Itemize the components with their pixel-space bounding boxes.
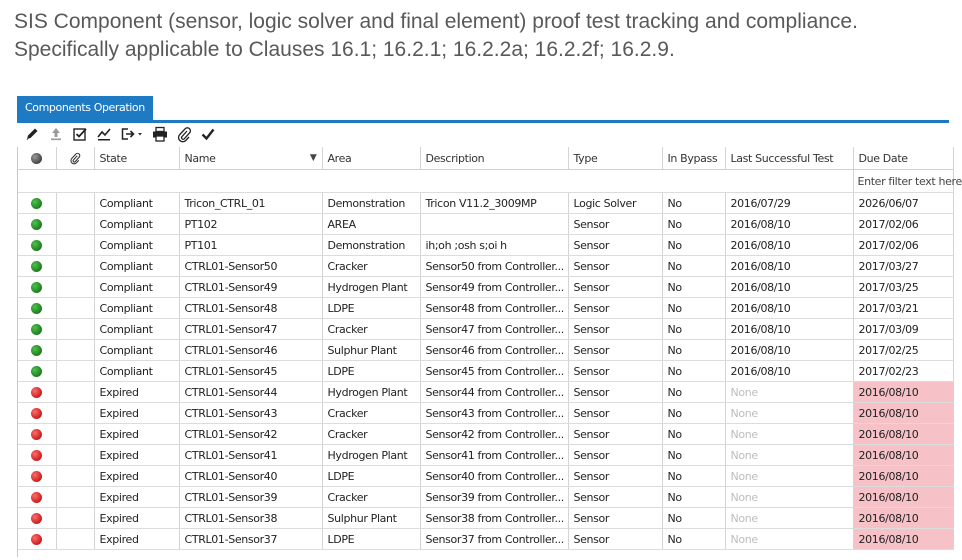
description-cell: Sensor46 from Controller... (420, 340, 568, 361)
description-cell (420, 214, 568, 235)
upload-button[interactable] (47, 125, 65, 143)
attachment-cell (56, 424, 94, 445)
bypass-cell: No (662, 193, 725, 214)
table-row[interactable] (18, 361, 953, 382)
components-table (18, 147, 962, 550)
tab-strip (17, 96, 949, 123)
state-cell: Expired (94, 508, 179, 529)
table-row[interactable] (18, 466, 953, 487)
status-green-icon (31, 198, 42, 209)
type-cell: Sensor (568, 424, 662, 445)
state-cell: Compliant (94, 361, 179, 382)
area-cell: Hydrogen Plant (322, 277, 420, 298)
description-cell: Sensor47 from Controller... (420, 319, 568, 340)
name-cell: CTRL01-Sensor47 (179, 319, 322, 340)
table-row[interactable] (18, 508, 953, 529)
export-arrow-icon (120, 126, 144, 142)
state-cell: Expired (94, 403, 179, 424)
state-cell: Expired (94, 529, 179, 550)
status-cell (18, 445, 56, 466)
name-cell: CTRL01-Sensor42 (179, 424, 322, 445)
last-test-cell: None (725, 445, 853, 466)
attachment-cell (56, 403, 94, 424)
due-date-cell: 2016/08/10 (853, 445, 953, 466)
attach-button[interactable] (175, 125, 193, 143)
area-cell: Hydrogen Plant (322, 382, 420, 403)
type-cell: Logic Solver (568, 193, 662, 214)
last-test-cell: 2016/07/29 (725, 193, 853, 214)
table-row[interactable] (18, 319, 953, 340)
area-cell: Cracker (322, 424, 420, 445)
description-cell: Sensor50 from Controller... (420, 256, 568, 277)
due-date-cell: 2016/08/10 (853, 529, 953, 550)
status-cell (18, 508, 56, 529)
area-cell: Cracker (322, 487, 420, 508)
status-cell (18, 256, 56, 277)
last-test-cell: None (725, 403, 853, 424)
type-cell: Sensor (568, 508, 662, 529)
checklist-button[interactable] (71, 125, 89, 143)
area-cell: LDPE (322, 361, 420, 382)
last-test-cell: 2016/08/10 (725, 361, 853, 382)
column-header-name[interactable] (179, 147, 322, 170)
last-test-cell: None (725, 487, 853, 508)
attachment-cell (56, 319, 94, 340)
status-red-icon (31, 471, 42, 482)
bypass-cell: No (662, 361, 725, 382)
status-cell (18, 466, 56, 487)
status-cell (18, 319, 56, 340)
status-cell (18, 340, 56, 361)
attachment-cell (56, 382, 94, 403)
table-row[interactable] (18, 487, 953, 508)
column-header-name-label: Name (184, 151, 216, 165)
table-row[interactable] (18, 445, 953, 466)
state-cell: Compliant (94, 277, 179, 298)
description-cell: Sensor44 from Controller... (420, 382, 568, 403)
description-cell: Sensor37 from Controller... (420, 529, 568, 550)
table-row[interactable] (18, 340, 953, 361)
name-cell: CTRL01-Sensor38 (179, 508, 322, 529)
attachment-cell (56, 361, 94, 382)
bypass-cell: No (662, 214, 725, 235)
status-cell (18, 298, 56, 319)
table-row[interactable] (18, 193, 953, 214)
last-test-cell: 2016/08/10 (725, 340, 853, 361)
name-cell: PT102 (179, 214, 322, 235)
bypass-cell: No (662, 235, 725, 256)
checkbox-icon (72, 126, 88, 142)
description-cell: Sensor39 from Controller... (420, 487, 568, 508)
trend-button[interactable] (95, 125, 113, 143)
paperclip-icon (69, 151, 81, 165)
type-cell: Sensor (568, 319, 662, 340)
area-cell: LDPE (322, 298, 420, 319)
state-cell: Compliant (94, 256, 179, 277)
due-date-cell: 2017/02/25 (853, 340, 953, 361)
column-header-type[interactable]: Type (568, 147, 662, 170)
status-cell (18, 487, 56, 508)
tab-components-operation[interactable]: Components Operation (17, 96, 153, 120)
bypass-cell: No (662, 529, 725, 550)
name-cell: Tricon_CTRL_01 (179, 193, 322, 214)
status-cell (18, 403, 56, 424)
state-cell: Compliant (94, 235, 179, 256)
status-red-icon (31, 492, 42, 503)
status-green-icon (31, 324, 42, 335)
type-cell: Sensor (568, 361, 662, 382)
name-cell: CTRL01-Sensor43 (179, 403, 322, 424)
last-test-cell: None (725, 382, 853, 403)
due-date-cell: 2016/08/10 (853, 382, 953, 403)
column-header-state[interactable]: State (94, 147, 179, 170)
filter-spacer (18, 170, 853, 193)
description-cell: Sensor38 from Controller... (420, 508, 568, 529)
area-cell: Hydrogen Plant (322, 445, 420, 466)
name-cell: CTRL01-Sensor39 (179, 487, 322, 508)
table-row[interactable] (18, 235, 953, 256)
print-button[interactable] (151, 125, 169, 143)
name-cell: CTRL01-Sensor45 (179, 361, 322, 382)
state-cell: Expired (94, 466, 179, 487)
bypass-cell: No (662, 424, 725, 445)
last-test-cell: 2016/08/10 (725, 256, 853, 277)
attachment-column-header[interactable] (56, 147, 94, 170)
table-row[interactable] (18, 403, 953, 424)
attachment-cell (56, 193, 94, 214)
status-red-icon (31, 534, 42, 545)
type-cell: Sensor (568, 529, 662, 550)
area-cell: LDPE (322, 529, 420, 550)
status-green-icon (31, 240, 42, 251)
area-cell: Sulphur Plant (322, 340, 420, 361)
due-date-cell: 2017/02/23 (853, 361, 953, 382)
state-cell: Expired (94, 487, 179, 508)
status-cell (18, 529, 56, 550)
status-green-icon (31, 345, 42, 356)
table-row[interactable] (18, 529, 953, 550)
table-row[interactable] (18, 277, 953, 298)
last-test-cell: None (725, 529, 853, 550)
last-test-cell: 2016/08/10 (725, 214, 853, 235)
due-date-cell: 2016/08/10 (853, 487, 953, 508)
page-heading: SIS Component (sensor, logic solver and final element) proof test tracking and compliance. Specifically applicable to Clauses 16.1; 16.2.1; 16.2.2a; 16.2.2f; 16.2.9. (14, 10, 858, 61)
name-cell: CTRL01-Sensor41 (179, 445, 322, 466)
last-test-cell: 2016/08/10 (725, 277, 853, 298)
name-cell: CTRL01-Sensor37 (179, 529, 322, 550)
table-row[interactable] (18, 214, 953, 235)
column-header-due-date[interactable]: Due Date (853, 147, 953, 170)
description-cell: Sensor49 from Controller... (420, 277, 568, 298)
attachment-cell (56, 529, 94, 550)
name-cell: CTRL01-Sensor46 (179, 340, 322, 361)
column-header-description[interactable]: Description (420, 147, 568, 170)
status-cell (18, 382, 56, 403)
status-green-icon (31, 282, 42, 293)
column-header-in-bypass[interactable]: In Bypass (662, 147, 725, 170)
last-test-cell: 2016/08/10 (725, 235, 853, 256)
status-cell (18, 277, 56, 298)
checkmark-icon (200, 126, 216, 142)
status-red-icon (31, 513, 42, 524)
type-cell: Sensor (568, 235, 662, 256)
last-test-cell: 2016/08/10 (725, 319, 853, 340)
type-cell: Sensor (568, 277, 662, 298)
status-column-header[interactable] (18, 147, 56, 170)
area-cell: Demonstration (322, 235, 420, 256)
state-cell: Expired (94, 382, 179, 403)
table-row[interactable] (18, 256, 953, 277)
attachment-cell (56, 466, 94, 487)
description-cell: Sensor45 from Controller... (420, 361, 568, 382)
status-cell (18, 361, 56, 382)
description-cell: Sensor41 from Controller... (420, 445, 568, 466)
attachment-cell (56, 340, 94, 361)
attachment-cell (56, 487, 94, 508)
last-test-cell: None (725, 424, 853, 445)
due-date-cell: 2016/08/10 (853, 424, 953, 445)
column-header-last-successful-test[interactable]: Last Successful Test (725, 147, 853, 170)
due-date-cell: 2016/08/10 (853, 466, 953, 487)
area-cell: Cracker (322, 403, 420, 424)
due-date-cell: 2017/02/06 (853, 214, 953, 235)
description-cell: Sensor43 from Controller... (420, 403, 568, 424)
due-date-cell: 2017/03/09 (853, 319, 953, 340)
type-cell: Sensor (568, 382, 662, 403)
due-date-filter-input[interactable]: Enter filter text here (853, 170, 953, 193)
state-cell: Expired (94, 445, 179, 466)
components-grid (17, 147, 962, 557)
bypass-cell: No (662, 403, 725, 424)
area-cell: LDPE (322, 466, 420, 487)
last-test-cell: 2016/08/10 (725, 298, 853, 319)
area-cell: Sulphur Plant (322, 508, 420, 529)
state-cell: Compliant (94, 193, 179, 214)
area-cell: Cracker (322, 256, 420, 277)
area-cell: Demonstration (322, 193, 420, 214)
description-cell: ih;oh ;osh s;oi h (420, 235, 568, 256)
edit-button[interactable] (23, 125, 41, 143)
type-cell: Sensor (568, 298, 662, 319)
status-cell (18, 193, 56, 214)
column-header-area[interactable]: Area (322, 147, 420, 170)
due-date-cell: 2016/08/10 (853, 508, 953, 529)
status-red-icon (31, 408, 42, 419)
state-cell: Compliant (94, 319, 179, 340)
due-date-cell: 2017/03/27 (853, 256, 953, 277)
due-date-cell: 2016/08/10 (853, 403, 953, 424)
approve-button[interactable] (199, 125, 217, 143)
area-cell: AREA (322, 214, 420, 235)
state-cell: Compliant (94, 340, 179, 361)
bypass-cell: No (662, 487, 725, 508)
toolbar (17, 123, 949, 145)
bypass-cell: No (662, 508, 725, 529)
description-cell: Sensor40 from Controller... (420, 466, 568, 487)
attachment-cell (56, 445, 94, 466)
table-row[interactable] (18, 298, 953, 319)
attachment-cell (56, 508, 94, 529)
pencil-icon (24, 126, 40, 142)
type-cell: Sensor (568, 466, 662, 487)
description-cell: Sensor48 from Controller... (420, 298, 568, 319)
status-indicator-icon (31, 153, 42, 164)
filter-row (18, 170, 953, 193)
name-cell: CTRL01-Sensor49 (179, 277, 322, 298)
attachment-cell (56, 277, 94, 298)
last-test-cell: None (725, 508, 853, 529)
status-green-icon (31, 261, 42, 272)
bypass-cell: No (662, 319, 725, 340)
status-cell (18, 235, 56, 256)
state-cell: Expired (94, 424, 179, 445)
status-green-icon (31, 219, 42, 230)
due-date-cell: 2017/02/06 (853, 235, 953, 256)
area-cell: Cracker (322, 319, 420, 340)
name-cell: CTRL01-Sensor44 (179, 382, 322, 403)
status-green-icon (31, 303, 42, 314)
export-button[interactable] (119, 125, 145, 143)
type-cell: Sensor (568, 340, 662, 361)
bypass-cell: No (662, 298, 725, 319)
status-red-icon (31, 387, 42, 398)
name-cell: CTRL01-Sensor50 (179, 256, 322, 277)
description-cell: Sensor42 from Controller... (420, 424, 568, 445)
name-cell: CTRL01-Sensor40 (179, 466, 322, 487)
attachment-cell (56, 235, 94, 256)
status-green-icon (31, 366, 42, 377)
bypass-cell: No (662, 256, 725, 277)
bypass-cell: No (662, 445, 725, 466)
type-cell: Sensor (568, 403, 662, 424)
type-cell: Sensor (568, 445, 662, 466)
attachment-cell (56, 256, 94, 277)
status-cell (18, 214, 56, 235)
printer-icon (151, 126, 169, 142)
trend-chart-icon (96, 126, 112, 142)
state-cell: Compliant (94, 214, 179, 235)
bypass-cell: No (662, 466, 725, 487)
bypass-cell: No (662, 382, 725, 403)
type-cell: Sensor (568, 256, 662, 277)
type-cell: Sensor (568, 487, 662, 508)
table-row[interactable] (18, 382, 953, 403)
due-date-cell: 2026/06/07 (853, 193, 953, 214)
type-cell: Sensor (568, 214, 662, 235)
bypass-cell: No (662, 277, 725, 298)
paperclip-icon (176, 126, 192, 142)
state-cell: Compliant (94, 298, 179, 319)
status-cell (18, 424, 56, 445)
name-cell: CTRL01-Sensor48 (179, 298, 322, 319)
attachment-cell (56, 214, 94, 235)
table-row[interactable] (18, 424, 953, 445)
due-date-cell: 2017/03/25 (853, 277, 953, 298)
status-red-icon (31, 450, 42, 461)
due-date-cell: 2017/03/21 (853, 298, 953, 319)
header-row (18, 147, 953, 170)
status-red-icon (31, 429, 42, 440)
last-test-cell: None (725, 466, 853, 487)
description-cell: Tricon V11.2_3009MP (420, 193, 568, 214)
upload-icon (48, 126, 64, 142)
name-cell: PT101 (179, 235, 322, 256)
bypass-cell: No (662, 340, 725, 361)
attachment-cell (56, 298, 94, 319)
sort-down-icon[interactable]: ▼ (309, 153, 317, 163)
grid-body (18, 193, 953, 550)
